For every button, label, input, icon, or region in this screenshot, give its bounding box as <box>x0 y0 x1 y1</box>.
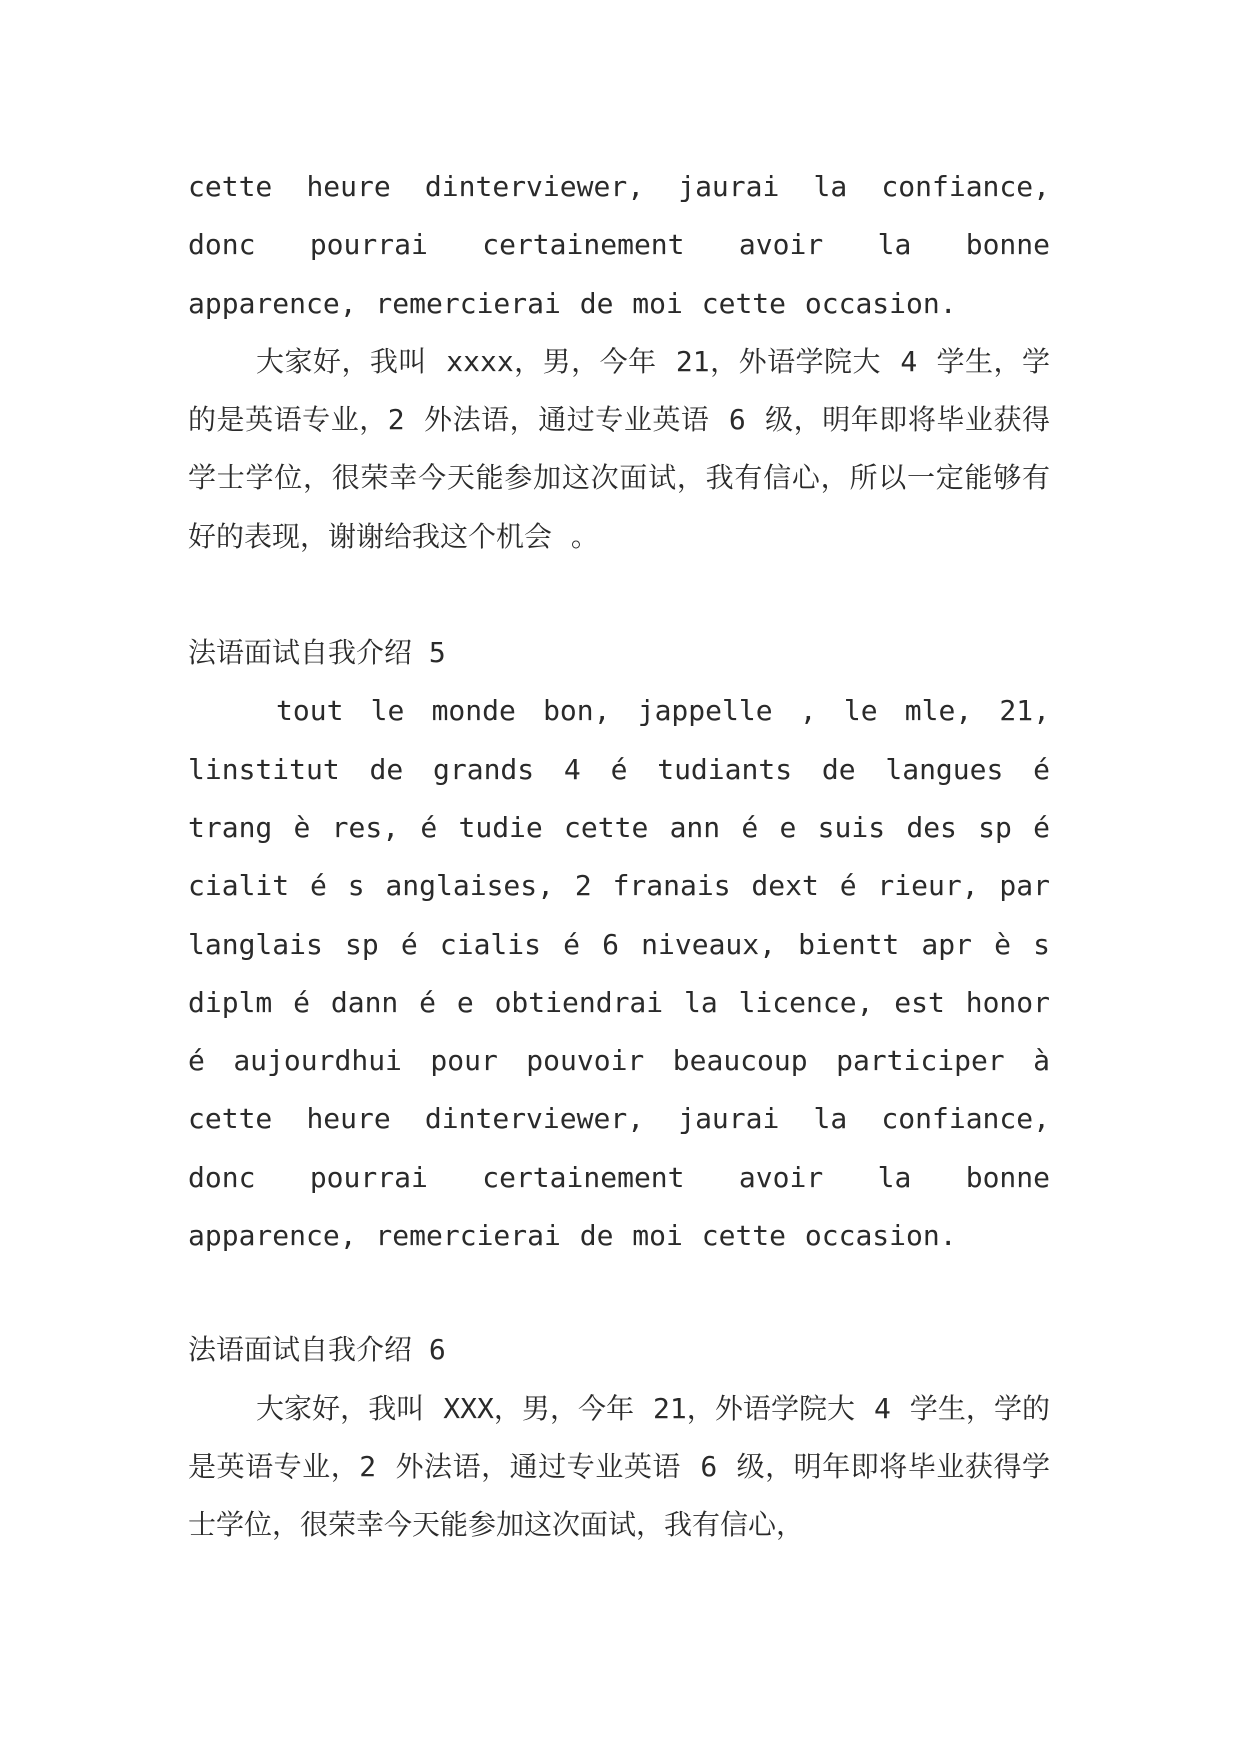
paragraph-chinese-intro-2: 大家好，我叫 XXX，男，今年 21，外语学院大 4 学生，学的是英语专业，2 外法语，通过专业英语 6 级，明年即将毕业获得学士学位，很荣幸今天能参加这次面试，我有信心， <box>188 1391 1050 1542</box>
paragraph-chinese-intro-1: 大家好，我叫 xxxx，男，今年 21，外语学院大 4 学生，学的是英语专业，2 外法语，通过专业英语 6 级，明年即将毕业获得学士学位，很荣幸今天能参加这次面试，我有信心，所以一定能够有好的表现，谢谢给我这个机会 。 <box>188 344 1050 553</box>
spacer <box>188 1265 1050 1321</box>
section-heading-6: 法语面试自我介绍 6 <box>188 1333 446 1367</box>
spacer <box>188 566 1050 624</box>
paragraph-french-continued: cette heure dinterviewer, jaurai la confiance, donc pourrai certainement avoir la bonne apparence, remercierai de moi cette occasion. <box>188 170 1050 320</box>
section-heading-5: 法语面试自我介绍 5 <box>188 636 446 670</box>
paragraph-french-intro: tout le monde bon, jappelle , le mle, 21, linstitut de grands 4 é tudiants de langues é trang è res, é tudie cette ann é e suis des sp é cialit é s anglaises, 2 franais dext é rieur, par langlais sp é cialis é 6 niveaux, bientt apr è s diplm é dann é e obtiendrai la licence, est honor é aujourdhui pour pouvoir beaucoup participer à cette heure dinterviewer, jaurai la confiance, donc pourrai certainement avoir la bonne apparence, remercierai de moi cette occasion. <box>188 694 1050 1253</box>
document-body <box>188 158 1050 1555</box>
